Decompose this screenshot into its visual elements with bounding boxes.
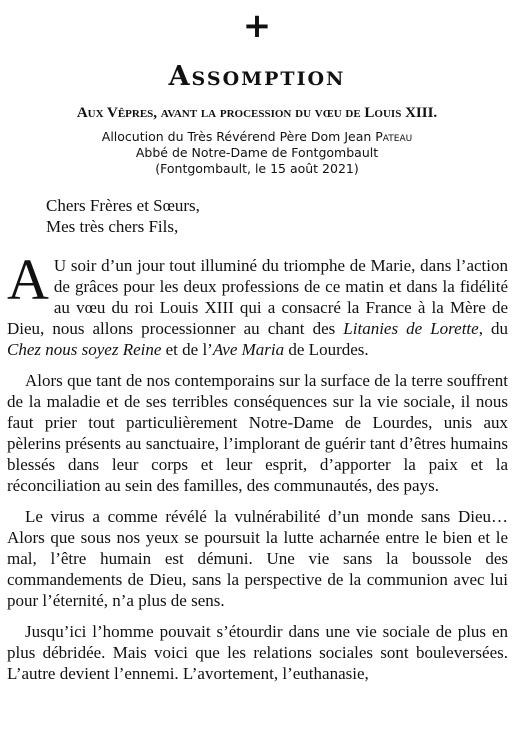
page-subtitle: Aux Vêpres, avant la procession du vœu de Louis XIII. <box>76 105 438 121</box>
paragraph-1-text-b: , du <box>478 319 509 338</box>
paragraph-1-text-a: U soir d’un jour tout illuminé du triomphe de Marie, dans l’action de grâces pour les deux professions de ce matin et dans la fidélité au vœu du roi Louis XIII qui a consacré la France à la Mère de Dieu, nous allons processionner au chant des <box>7 256 508 338</box>
page-title: Assomption <box>168 61 346 92</box>
allocation-line-3: (Fontgombault, le 15 août 2021) <box>155 161 359 176</box>
allocation-line-1 <box>0 129 514 145</box>
paragraph-2: Alors que tant de nos contemporains sur la surface de la terre souffrent de la maladie et de ses terribles conséquences sur la vie sociale, il nous faut prier tout particulièrement Notre-Dame de Lourdes, unis aux pèlerins présents au sanctuaire, l’implorant de guérir tant d’êtres humains blessés dans leur corps et leur esprit, d’apporter la paix et la réconciliation au sein des familles, des communautés, des pays. <box>7 371 508 495</box>
paragraph-4: Jusqu’ici l’homme pouvait s’étourdir dans une vie sociale de plus en plus débridée. Mais voici que les relations sociales sont bouleversées. L’autre devient l’ennemi. L’avortement, l’euthanasie, <box>7 622 508 683</box>
allocation-block <box>0 129 514 177</box>
cross-symbol: + <box>242 6 272 46</box>
salutation <box>46 195 200 237</box>
allocation-author-prefix: Allocution du Très Révérend Père Dom Jean <box>101 129 376 144</box>
paragraph-1-text-c: et de l’ <box>161 340 213 359</box>
salutation-line-1: Chers Frères et Sœurs, <box>46 196 200 215</box>
paragraph-1-text-d: de Lourdes. <box>284 340 369 359</box>
allocation-author-name: Pateau <box>375 129 413 144</box>
paragraph-3: Le virus a comme révélé la vulnérabilité d’un monde sans Dieu… Alors que sous nos yeux se poursuit la lutte acharnée entre le bien et le mal, l’être humain est démuni. Une vie sans la boussole des commandements de Dieu, sans la perspective de la communion avec lui pour l’éternité, n’a plus de sens. <box>7 507 508 610</box>
paragraph-1 <box>7 247 509 360</box>
drop-cap: A <box>7 247 49 312</box>
paragraph-1-italic-ave-maria: Ave Maria <box>212 340 285 359</box>
body-text <box>7 247 509 694</box>
allocation-line-2: Abbé de Notre-Dame de Fontgombault <box>135 145 379 160</box>
salutation-line-2: Mes très chers Fils, <box>46 217 179 236</box>
paragraph-1-italic-litanies: Litanies de Lorette <box>343 319 479 338</box>
paragraph-1-italic-chez-nous: Chez nous soyez Reine <box>7 340 162 359</box>
